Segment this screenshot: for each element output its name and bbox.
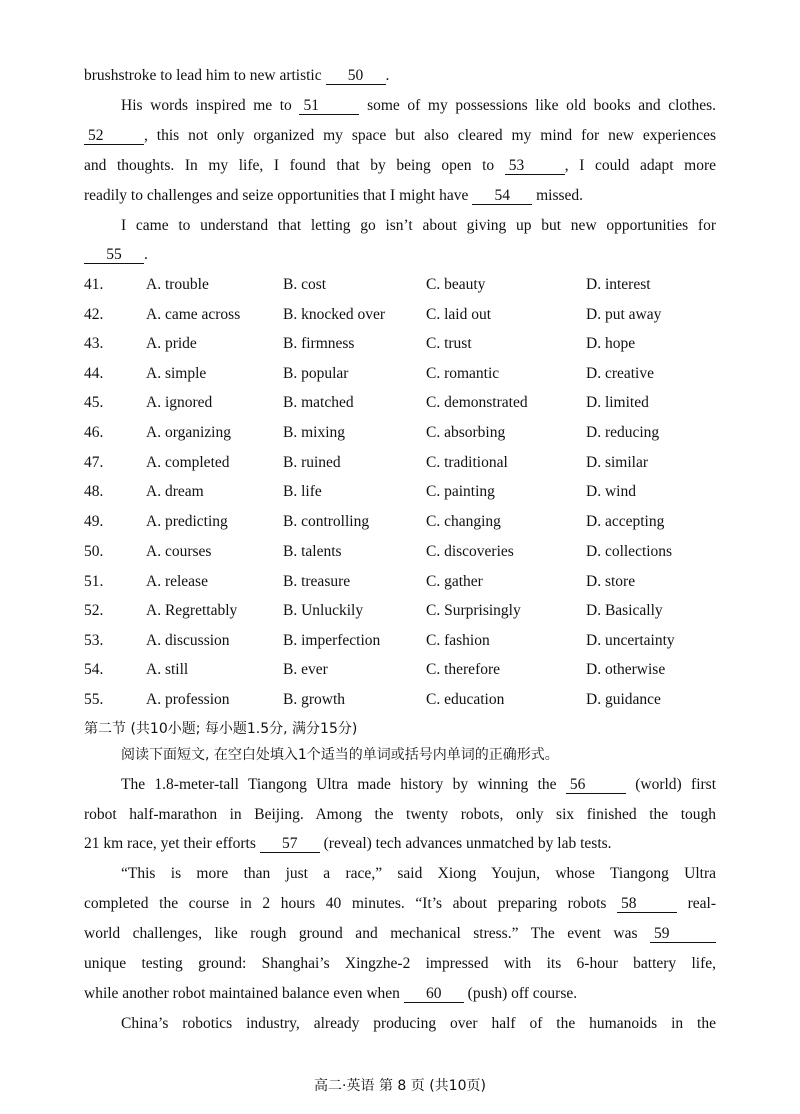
text: brushstroke to lead him to new artistic — [84, 67, 322, 84]
option-c: C. absorbing — [426, 424, 506, 441]
question-number: 47. — [84, 454, 104, 471]
text: readily to challenges and seize opportunities that I might have — [84, 187, 469, 204]
option-c: C. education — [426, 691, 505, 708]
blank-59: 59 — [650, 925, 716, 943]
text: missed. — [536, 187, 584, 204]
text: (reveal) tech advances unmatched by lab tests. — [323, 835, 612, 852]
question-number: 50. — [84, 543, 104, 560]
option-a: A. predicting — [146, 513, 228, 530]
question-50-options — [84, 542, 724, 562]
question-49-options — [84, 512, 724, 532]
option-b: B. talents — [283, 543, 342, 560]
option-b: B. knocked over — [283, 306, 386, 323]
blank-51: 51 — [299, 97, 359, 115]
option-b: B. life — [283, 483, 322, 500]
text: “This is more than just a race,” said Xiong Youjun, whose Tiangong Ultra — [121, 865, 716, 882]
option-c: C. traditional — [426, 454, 508, 471]
option-d: D. collections — [586, 543, 673, 560]
question-number: 42. — [84, 306, 104, 323]
option-a: A. pride — [146, 335, 197, 352]
text: robot half-marathon in Beijing. Among the twenty robots, only six finished the tough — [84, 806, 716, 823]
question-54-options — [84, 660, 724, 680]
option-b: B. popular — [283, 365, 349, 382]
option-a: A. completed — [146, 454, 230, 471]
blank-54: 54 — [472, 187, 532, 205]
text: , this not only organized my space but also cleared my mind for new experiences — [144, 127, 716, 144]
text: (push) off course. — [467, 985, 578, 1002]
page-footer: 高二·英语 第 8 页 (共10页) — [314, 1078, 486, 1094]
question-number: 46. — [84, 424, 104, 441]
passage-line — [84, 924, 716, 944]
option-d: D. uncertainty — [586, 632, 675, 649]
text: China’s robotics industry, already producing over half of the humanoids in the — [121, 1015, 716, 1032]
text: some of my possessions like old books and clothes. — [367, 97, 716, 114]
passage-line — [121, 216, 716, 236]
option-a: A. came across — [146, 306, 241, 323]
option-d: D. accepting — [586, 513, 665, 530]
passage-line — [84, 156, 716, 176]
option-a: A. Regrettably — [146, 602, 238, 619]
option-b: B. firmness — [283, 335, 355, 352]
option-a: A. simple — [146, 365, 207, 382]
passage-line — [121, 775, 716, 795]
option-d: D. reducing — [586, 424, 660, 441]
question-number: 48. — [84, 483, 104, 500]
option-c: C. Surprisingly — [426, 602, 521, 619]
option-d: D. otherwise — [586, 661, 666, 678]
option-c: C. fashion — [426, 632, 490, 649]
question-48-options — [84, 482, 724, 502]
question-number: 54. — [84, 661, 104, 678]
option-b: B. ruined — [283, 454, 341, 471]
question-number: 44. — [84, 365, 104, 382]
passage-line — [84, 126, 716, 146]
option-c: C. discoveries — [426, 543, 514, 560]
passage-line — [84, 894, 716, 914]
option-a: A. courses — [146, 543, 212, 560]
question-number: 51. — [84, 573, 104, 590]
option-c: C. beauty — [426, 276, 486, 293]
question-51-options — [84, 572, 724, 592]
option-b: B. imperfection — [283, 632, 381, 649]
blank-53: 53 — [505, 157, 565, 175]
question-number: 49. — [84, 513, 104, 530]
question-41-options — [84, 275, 724, 295]
passage-line — [121, 1014, 716, 1034]
option-d: D. similar — [586, 454, 648, 471]
text: unique testing ground: Shanghai’s Xingzhe-2 impressed with its 6-hour battery life, — [84, 955, 716, 972]
text: completed the course in 2 hours 40 minutes. “It’s about preparing robots — [84, 895, 607, 912]
option-d: D. put away — [586, 306, 662, 323]
text: 21 km race, yet their efforts — [84, 835, 256, 852]
passage-line — [84, 954, 716, 974]
passage-line — [84, 245, 716, 265]
option-b: B. cost — [283, 276, 327, 293]
text: and thoughts. In my life, I found that by being open to — [84, 157, 495, 174]
option-a: A. release — [146, 573, 208, 590]
option-b: B. growth — [283, 691, 345, 708]
question-number: 53. — [84, 632, 104, 649]
text: His words inspired me to — [121, 97, 292, 114]
blank-56: 56 — [566, 776, 626, 794]
option-c: C. gather — [426, 573, 483, 590]
option-b: B. matched — [283, 394, 354, 411]
blank-57: 57 — [260, 835, 320, 853]
text: real- — [687, 895, 716, 912]
option-a: A. profession — [146, 691, 230, 708]
question-52-options — [84, 601, 724, 621]
blank-52: 52 — [84, 127, 144, 145]
question-44-options — [84, 364, 724, 384]
question-number: 41. — [84, 276, 104, 293]
option-a: A. still — [146, 661, 189, 678]
text: world challenges, like rough ground and mechanical stress.” The event was — [84, 925, 638, 942]
question-43-options — [84, 334, 724, 354]
option-b: B. treasure — [283, 573, 351, 590]
passage-line — [121, 864, 716, 884]
option-a: A. trouble — [146, 276, 209, 293]
option-a: A. organizing — [146, 424, 231, 441]
question-46-options — [84, 423, 724, 443]
passage-line — [84, 805, 716, 825]
passage-line — [84, 834, 716, 854]
option-d: D. limited — [586, 394, 649, 411]
option-a: A. ignored — [146, 394, 213, 411]
option-c: C. demonstrated — [426, 394, 528, 411]
question-47-options — [84, 453, 724, 473]
option-c: C. therefore — [426, 661, 501, 678]
blank-60: 60 — [404, 985, 464, 1003]
option-c: C. laid out — [426, 306, 492, 323]
option-b: B. mixing — [283, 424, 346, 441]
option-b: B. Unluckily — [283, 602, 364, 619]
text: I came to understand that letting go isn’t about giving up but new opportunities for — [121, 217, 716, 234]
option-d: D. hope — [586, 335, 636, 352]
text: The 1.8-meter-tall Tiangong Ultra made history by winning the — [121, 776, 557, 793]
passage-line — [121, 96, 716, 116]
option-d: D. creative — [586, 365, 654, 382]
passage-line — [84, 66, 716, 86]
option-c: C. changing — [426, 513, 501, 530]
question-number: 43. — [84, 335, 104, 352]
question-42-options — [84, 305, 724, 325]
option-d: D. Basically — [586, 602, 663, 619]
question-55-options — [84, 690, 724, 710]
text: (world) first — [635, 776, 716, 793]
text: , I could adapt more — [564, 157, 716, 174]
question-45-options — [84, 393, 724, 413]
option-b: B. ever — [283, 661, 328, 678]
option-b: B. controlling — [283, 513, 370, 530]
section-instruction: 阅读下面短文, 在空白处填入1个适当的单词或括号内单词的正确形式。 — [121, 747, 559, 763]
question-number: 45. — [84, 394, 104, 411]
option-d: D. store — [586, 573, 636, 590]
passage-line — [84, 186, 716, 206]
option-c: C. painting — [426, 483, 495, 500]
blank-55: 55 — [84, 246, 144, 264]
question-number: 52. — [84, 602, 104, 619]
option-d: D. interest — [586, 276, 651, 293]
passage-line — [84, 984, 716, 1004]
text: . — [144, 246, 148, 263]
option-d: D. guidance — [586, 691, 661, 708]
blank-50: 50 — [326, 67, 386, 85]
option-d: D. wind — [586, 483, 636, 500]
section-heading: 第二节 (共10小题; 每小题1.5分, 满分15分) — [84, 721, 358, 737]
blank-58: 58 — [617, 895, 677, 913]
text: . — [385, 67, 390, 84]
option-c: C. romantic — [426, 365, 500, 382]
text: while another robot maintained balance even when — [84, 985, 400, 1002]
option-c: C. trust — [426, 335, 472, 352]
question-number: 55. — [84, 691, 104, 708]
question-53-options — [84, 631, 724, 651]
option-a: A. dream — [146, 483, 204, 500]
option-a: A. discussion — [146, 632, 230, 649]
